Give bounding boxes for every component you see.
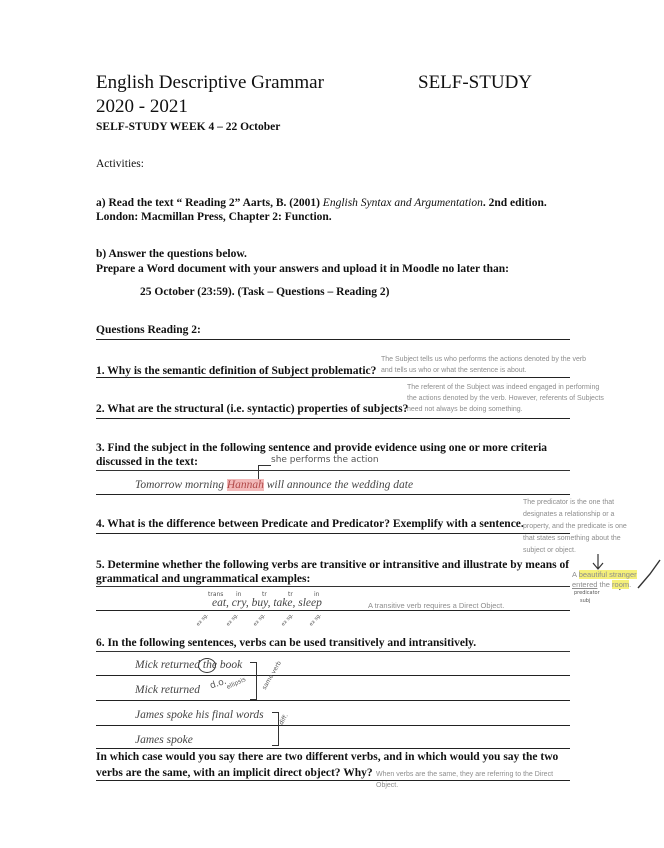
q4-example-pre: A (572, 570, 579, 579)
q6-hand-ellipsis: ellipsis (225, 676, 247, 691)
q2-answer-line1: The referent of the Subject was indeed engaged in performing (407, 384, 600, 391)
q4-example-sep: the (597, 579, 613, 589)
activity-a-line1 (96, 196, 547, 210)
q3-subject-highlight: Hannah (226, 479, 264, 491)
rule (96, 533, 570, 534)
rule (96, 610, 570, 611)
q5-mark-cry: in (236, 591, 242, 598)
q5-mark-take: tr (288, 591, 293, 598)
q6-sentence-3: James spoke his final words (135, 709, 264, 721)
q5-mark-eat: trans (208, 591, 224, 598)
rule (96, 586, 570, 587)
question-5-line2: grammatical and ungrammatical examples: (96, 573, 311, 585)
q4-answer-line5: subject or object. (523, 547, 576, 554)
q6-hand-same-verb: same verb (260, 659, 283, 692)
q5-slant-note-3: ex sg. (252, 612, 267, 628)
q3-handwritten-note: she performs the action (271, 455, 379, 465)
q5-slant-note-2: ex sg. (225, 612, 240, 628)
q1-answer-line1: The Subject tells us who performs the actions denoted by the verb (381, 356, 587, 363)
question-1: 1. Why is the semantic definition of Subject problematic? (96, 365, 377, 377)
activities-heading: Activities: (96, 158, 144, 170)
question-4: 4. What is the difference between Predicate and Predicator? Exemplify with a sentence. (96, 518, 524, 530)
q4-example-highlight-object: room (612, 579, 630, 589)
activity-b-line1: b) Answer the questions below. (96, 248, 247, 260)
rule (96, 651, 570, 652)
q3-sentence-pre: Tomorrow morning (135, 479, 227, 491)
question-7-line2: verbs are the same, with an implicit direct object? Why? (96, 767, 373, 779)
question-3-line2: discussed in the text: (96, 456, 198, 468)
q6-hand-diff: diff. (277, 712, 290, 727)
self-study-label: SELF-STUDY (418, 72, 533, 93)
q5-mark-buy: tr (262, 591, 267, 598)
rule (96, 780, 570, 781)
q5-slant-note-1: ex sg. (195, 612, 210, 628)
q3-sentence (135, 479, 413, 491)
book-title: English Syntax and Argumentation (322, 197, 483, 209)
rule (96, 494, 570, 495)
rule (96, 377, 570, 378)
question-3-line1: 3. Find the subject in the following sentence and provide evidence using one or more criteria (96, 442, 548, 454)
rule (96, 700, 570, 701)
question-2: 2. What are the structural (i.e. syntactic) properties of subjects? (96, 403, 409, 415)
q4-example-end: . (629, 579, 632, 589)
week-line: SELF-STUDY WEEK 4 – 22 October (96, 121, 281, 133)
activity-a-pre: a) Read the text “ Reading 2” Aarts, B. (2001) (96, 197, 323, 209)
q4-example-sentence (572, 570, 637, 589)
q6-hand-do: d.o. (208, 676, 228, 692)
q7-answer-line1: When verbs are the same, they are referring to the Direct (376, 771, 554, 778)
q2-answer-line3: need not always be doing something. (407, 406, 523, 413)
rule (96, 675, 570, 676)
q4-answer-line1: The predicator is the one that (523, 499, 615, 506)
q3-arrow-mark (258, 465, 271, 480)
activity-a-line2: London: Macmillan Press, Chapter 2: Function. (96, 211, 332, 223)
academic-year: 2020 - 2021 (96, 96, 188, 117)
rule (96, 470, 570, 471)
q6-sentence-1: Mick returned the book (135, 659, 243, 671)
course-title: English Descriptive Grammar (96, 72, 324, 93)
q1-answer-line2: and tells us who or what the sentence is about. (381, 367, 527, 374)
activity-a-post: . 2nd edition. (482, 197, 547, 209)
q6-sentence-2: Mick returned (135, 684, 201, 696)
question-6: 6. In the following sentences, verbs can be used transitively and intransitively. (96, 637, 477, 649)
q4-answer-line3: property, and the predicate is one (523, 523, 627, 530)
q2-answer-line2: the actions denoted by the verb. However, referents of Subjects (407, 395, 604, 402)
q6-verb-circle (198, 658, 216, 673)
q4-answer-line4: that states something about the (523, 535, 621, 542)
q5-verbs: eat, cry, buy, take, sleep (212, 597, 322, 609)
question-5-line1: 5. Determine whether the following verbs are transitive or intransitive and illustrate by means of (96, 559, 570, 571)
rule (96, 418, 570, 419)
q5-mark-sleep: in (314, 591, 320, 598)
q4-answer-line2: designates a relationship or a (523, 511, 615, 518)
q6-bracket-2 (272, 712, 279, 746)
q5-slant-note-4: ex sg. (280, 612, 295, 628)
q3-sentence-post: will announce the wedding date (263, 479, 414, 491)
q4-hand-subj: subj (580, 598, 591, 604)
q4-hand-predicator: predicator (574, 590, 600, 596)
q5-slant-note-5: ex sg. (308, 612, 323, 628)
activity-b-deadline: 25 October (23:59). (Task – Questions – Reading 2) (140, 286, 390, 298)
q6-sentence-4: James spoke (135, 734, 193, 746)
q5-answer-note: A transitive verb requires a Direct Object. (368, 601, 505, 610)
q6-bracket-1 (250, 662, 257, 700)
activity-b-line2: Prepare a Word document with your answers and upload it in Moodle no later than: (96, 263, 509, 275)
q7-answer-line2: Object. (376, 782, 399, 789)
question-7-line1: In which case would you say there are two different verbs, and in which would you say the two (96, 751, 559, 763)
rule (96, 339, 570, 340)
rule (96, 748, 570, 749)
rule (96, 725, 570, 726)
questions-heading: Questions Reading 2: (96, 324, 201, 336)
q4-example-highlight-subject: beautiful stranger (578, 570, 637, 579)
q4-example-verb: entered (572, 579, 598, 589)
